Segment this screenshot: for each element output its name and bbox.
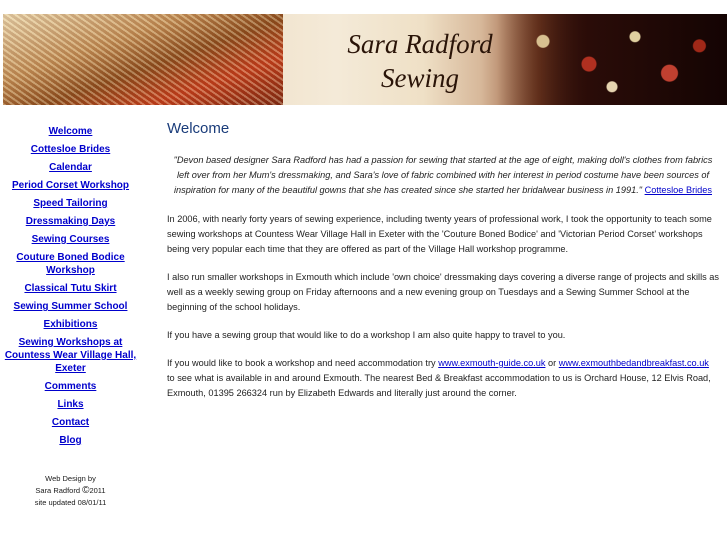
nav-link-sewing-workshops-countess-wear[interactable]: Sewing Workshops at Countess Wear Village Hall, Exeter xyxy=(4,337,137,374)
nav-link-classical-tutu-skirt[interactable]: Classical Tutu Skirt xyxy=(24,283,117,294)
nav-link-links[interactable]: Links xyxy=(57,399,84,410)
sidebar xyxy=(0,125,141,509)
site-credits xyxy=(0,473,141,509)
accommodation-text-after: to see what is available in and around Exmouth. The nearest Bed & Breakfast accommodation to us is Orchard House, 12 Elvis Road, Exmouth, 01395 266324 run by Elizabeth Edwards and literally just around the corner. xyxy=(167,373,711,398)
header-banner xyxy=(3,14,727,105)
link-exmouth-bed-and-breakfast[interactable]: www.exmouthbedandbreakfast.co.uk xyxy=(558,358,709,368)
sidebar-nav xyxy=(0,125,141,447)
copyright-icon: © xyxy=(82,485,90,497)
credits-year: 2011 xyxy=(89,486,106,495)
nav-link-contact[interactable]: Contact xyxy=(51,417,90,428)
paragraph-exmouth-workshops: I also run smaller workshops in Exmouth which include 'own choice' dressmaking days covering a diverse range of projects and skills as well as a weekly sewing group on Friday afternoons and a new evening group on Tuesdays and a Sewing Summer School at the beginning of the school holidays. xyxy=(167,272,719,312)
nav-link-calendar[interactable]: Calendar xyxy=(49,162,92,173)
nav-link-period-corset-workshop[interactable]: Period Corset Workshop xyxy=(11,180,130,191)
quote-link-cottesloe-brides[interactable]: Cottesloe Brides xyxy=(644,185,712,195)
nav-link-cottesloe-brides[interactable]: Cottesloe Brides xyxy=(30,144,111,155)
paragraph-travel: If you have a sewing group that would like to do a workshop I am also quite happy to travel to you. xyxy=(167,330,566,340)
nav-link-welcome[interactable]: Welcome xyxy=(48,126,93,137)
link-exmouth-guide[interactable]: www.exmouth-guide.co.uk xyxy=(438,358,546,368)
nav-link-comments[interactable]: Comments xyxy=(44,381,97,392)
credits-line1: Web Design by xyxy=(45,474,96,483)
nav-link-exhibitions[interactable]: Exhibitions xyxy=(43,319,98,330)
credits-line2 xyxy=(0,485,141,497)
nav-link-sewing-courses[interactable]: Sewing Courses xyxy=(31,234,110,245)
site-title-line1: Sara Radford xyxy=(347,29,493,59)
credits-updated: site updated 08/01/11 xyxy=(34,498,107,508)
nav-link-couture-boned-bodice-workshop[interactable]: Couture Boned Bodice Workshop xyxy=(16,252,125,276)
nav-link-speed-tailoring[interactable]: Speed Tailoring xyxy=(33,198,108,209)
main-content xyxy=(167,120,719,414)
page-title: Welcome xyxy=(167,120,230,137)
nav-link-blog[interactable]: Blog xyxy=(59,435,82,446)
intro-quote xyxy=(167,153,719,198)
nav-link-sewing-summer-school[interactable]: Sewing Summer School xyxy=(13,301,128,312)
intro-quote-text: "Devon based designer Sara Radford has had a passion for sewing that started at the age of eight, making doll's clothes from fabrics left over from her Mum's dressmaking, and Sara's love of fabric combined with her interest in period costume have been sources of inspiration for many of the beautiful gowns that she has created since she started her bridalwear business in 1991." xyxy=(173,155,713,195)
nav-link-dressmaking-days[interactable]: Dressmaking Days xyxy=(25,216,116,227)
accommodation-text-or: or xyxy=(548,358,557,368)
paragraph-history: In 2006, with nearly forty years of sewing experience, including twenty years of professional work, I took the opportunity to teach some sewing workshops at Countess Wear Village Hall in Exeter with the 'Couture Boned Bodice' and 'Victorian Period Corset' workshops being very popular each time that they are offered as part of the Village Hall workshop programme. xyxy=(167,214,712,254)
accommodation-text-before: If you would like to book a workshop and need accommodation try xyxy=(167,358,436,368)
site-title-line2: Sewing xyxy=(381,63,459,93)
credits-name: Sara Radford xyxy=(35,486,80,495)
paragraph-accommodation xyxy=(167,356,719,401)
